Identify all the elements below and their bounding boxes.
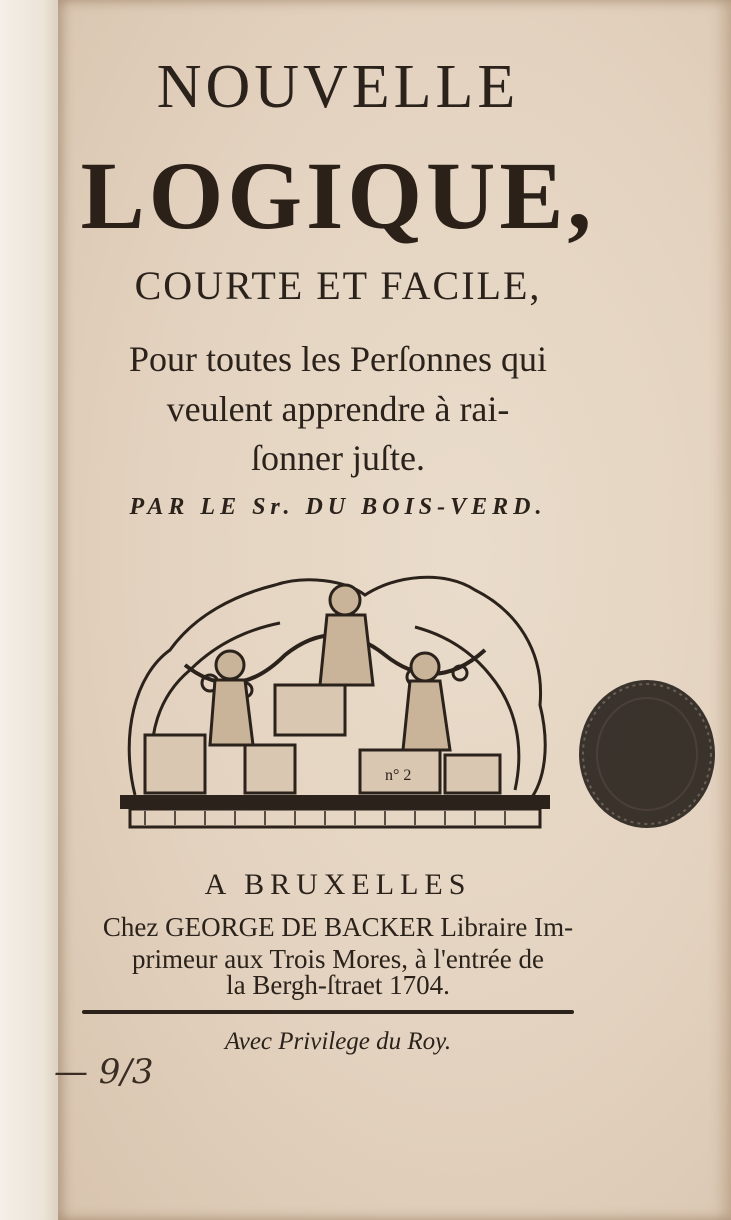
imprint-line-1: Chez GEORGE DE BACKER Libraire Im- xyxy=(102,912,574,942)
description-line-2: veulent apprendre à rai- xyxy=(166,389,510,429)
imprint-line-2: primeur aux Trois Mores, à l'entrée de xyxy=(131,944,545,974)
woodcut-vignette-icon xyxy=(115,555,555,840)
ink-stamp-icon xyxy=(577,678,717,830)
description-line-1: Pour toutes les Perſonnes qui xyxy=(129,339,547,379)
author-line: PAR LE Sr. DU BOIS-VERD. xyxy=(129,494,547,520)
handwritten-note: — 9/3 xyxy=(54,1052,154,1092)
imprint-city: A BRUXELLES xyxy=(204,868,472,901)
description-line-3: ſonner juſte. xyxy=(251,438,425,478)
facing-page xyxy=(0,0,62,1220)
title-line-1: NOUVELLE xyxy=(156,53,520,121)
imprint-line-3: la Bergh-ſtraet 1704. xyxy=(226,970,450,1000)
privilege-line: Avec Privilege du Roy. xyxy=(224,1028,452,1055)
title-line-2: LOGIQUE, xyxy=(80,142,596,249)
svg-text:n° 2: n° 2 xyxy=(385,767,412,784)
subtitle: COURTE ET FACILE, xyxy=(134,263,542,308)
horizontal-rule xyxy=(82,1010,574,1014)
